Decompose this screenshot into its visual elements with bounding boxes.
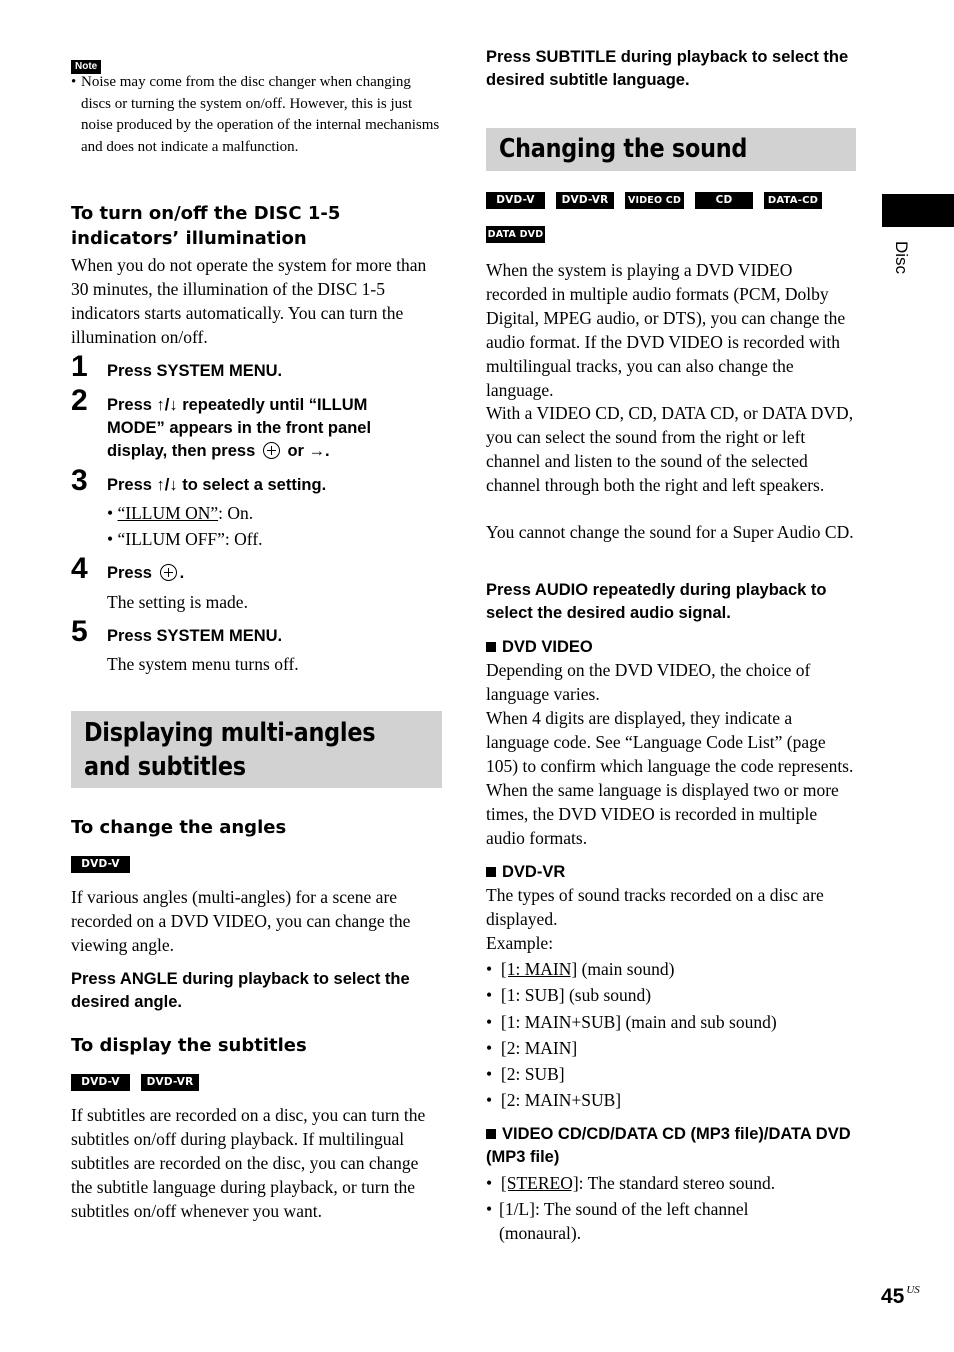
badge-dvd-v: DVD-V <box>71 856 130 873</box>
vcd-heading: VIDEO CD/CD/DATA CD (MP3 file)/DATA DVD (MP3 file) <box>486 1125 851 1166</box>
angles-body: If various angles (multi-angles) for a scene are recorded on a DVD VIDEO, you can change the viewing angle. <box>71 887 411 955</box>
page-number: 45 $^{US}$ <box>881 1284 920 1308</box>
section-title: Displaying multi-angles and subtitles <box>84 718 376 782</box>
badge-dvd-vr: DVD-VR <box>556 192 614 209</box>
disc-indicator-heading: To turn on/off the DISC 1-5 indicators’ illumination <box>71 203 341 249</box>
list-item: • [1/L]: The sound of the left channel (monaural). <box>486 1199 749 1243</box>
step-4-result: The setting is made. <box>107 592 248 612</box>
dvd-video-body-1: Depending on the DVD VIDEO, the choice of language varies. <box>486 660 811 704</box>
step-1-text: Press SYSTEM MENU. <box>107 362 283 380</box>
list-item: • [2: SUB] <box>486 1064 565 1084</box>
step-number-1: 1 <box>71 350 88 383</box>
note-label: Note <box>71 56 101 74</box>
step-number-2: 2 <box>71 384 88 417</box>
badge-dvd-v: DVD-V <box>486 192 545 209</box>
sound-body-1: When the system is playing a DVD VIDEO recorded in multiple audio formats (PCM, Dolby Digital, MPEG audio, or DTS), you can change the audio format. If the DVD VIDEO is recorded with multilingual tracks, you can also change the language. <box>486 260 846 400</box>
step-2-text: Press ↑/↓ repeatedly until “ILLUM MODE” appears in the front panel display, then press or →. <box>107 396 372 460</box>
dvd-vr-body: The types of sound tracks recorded on a disc are displayed. <box>486 885 824 929</box>
step-5-text: Press SYSTEM MENU. <box>107 627 283 645</box>
step-5-result: The system menu turns off. <box>107 654 299 674</box>
badge-data-cd: DATA-CD <box>764 192 822 209</box>
enter-button-icon <box>160 564 177 581</box>
badge-video-cd: VIDEO CD <box>625 192 684 209</box>
dvd-vr-heading: DVD-VR <box>486 861 565 884</box>
badge-dvd-v: DVD-V <box>71 1074 130 1091</box>
dvd-video-body-2: When 4 digits are displayed, they indicate a language code. See “Language Code List” (page 105) to confirm which language the code represents. When the same language is displayed two or more times, the DVD VIDEO is recorded in multiple audio formats. <box>486 708 854 848</box>
badge-cd: CD <box>695 192 753 209</box>
step-number-4: 4 <box>71 552 88 585</box>
square-bullet-icon <box>486 642 496 652</box>
side-tab-label: Disc <box>892 241 911 275</box>
subtitles-heading: To display the subtitles <box>71 1035 307 1056</box>
list-item: • [STEREO]: The standard stereo sound. <box>486 1173 776 1193</box>
angles-heading: To change the angles <box>71 817 287 838</box>
badge-dvd-vr: DVD-VR <box>141 1074 199 1091</box>
sound-body-3: You cannot change the sound for a Super Audio CD. <box>486 522 854 542</box>
step-4-text: Press . <box>107 564 185 582</box>
angles-instruction: Press ANGLE during playback to select the desired angle. <box>71 970 410 1011</box>
dvd-video-heading: DVD VIDEO <box>486 636 593 659</box>
step-3-text: Press ↑/↓ to select a setting. <box>107 476 327 494</box>
list-item: • [1: MAIN] (main sound) <box>486 959 675 979</box>
enter-button-icon <box>263 442 280 459</box>
step-3-option-on: • “ILLUM ON”: On. <box>107 503 254 523</box>
audio-instruction: Press AUDIO repeatedly during playback to select the desired audio signal. <box>486 581 827 622</box>
badge-data-dvd: DATA DVD <box>486 226 545 243</box>
side-tab-marker <box>882 194 954 227</box>
disc-indicator-body: When you do not operate the system for more than 30 minutes, the illumination of the DISC 1-5 indicators starts automatically. You can turn the illumination on/off. <box>71 255 427 347</box>
section-banner-changing-sound <box>486 128 856 171</box>
list-item: • [2: MAIN] <box>486 1038 578 1058</box>
subtitles-body: If subtitles are recorded on a disc, you can turn the subtitles on/off during playback. If multilingual subtitles are recorded on the disc, you can change the subtitle language during playback, or turn the subtitles on/off whenever you want. <box>71 1105 426 1221</box>
step-number-5: 5 <box>71 615 88 648</box>
square-bullet-icon <box>486 1129 496 1139</box>
note-text: • Noise may come from the disc changer when changing discs or turning the system on/off. However, this is just noise produced by the operation of the internal mechanisms and does not indicate a malfunction. <box>71 74 440 155</box>
example-label: Example: <box>486 933 554 953</box>
section-banner-multi-angles <box>71 711 442 788</box>
list-item: • [2: MAIN+SUB] <box>486 1090 622 1110</box>
list-item: • [1: MAIN+SUB] (main and sub sound) <box>486 1012 777 1032</box>
square-bullet-icon <box>486 867 496 877</box>
list-item: • [1: SUB] (sub sound) <box>486 985 652 1005</box>
section-title: Changing the sound <box>499 134 748 164</box>
step-3-option-off: • “ILLUM OFF”: Off. <box>107 529 263 549</box>
subtitle-instruction: Press SUBTITLE during playback to select the desired subtitle language. <box>486 48 849 89</box>
sound-body-2: With a VIDEO CD, CD, DATA CD, or DATA DVD, you can select the sound from the right or left channel and listen to the sound of the selected channel through both the right and left speakers. <box>486 403 854 495</box>
step-number-3: 3 <box>71 464 88 497</box>
